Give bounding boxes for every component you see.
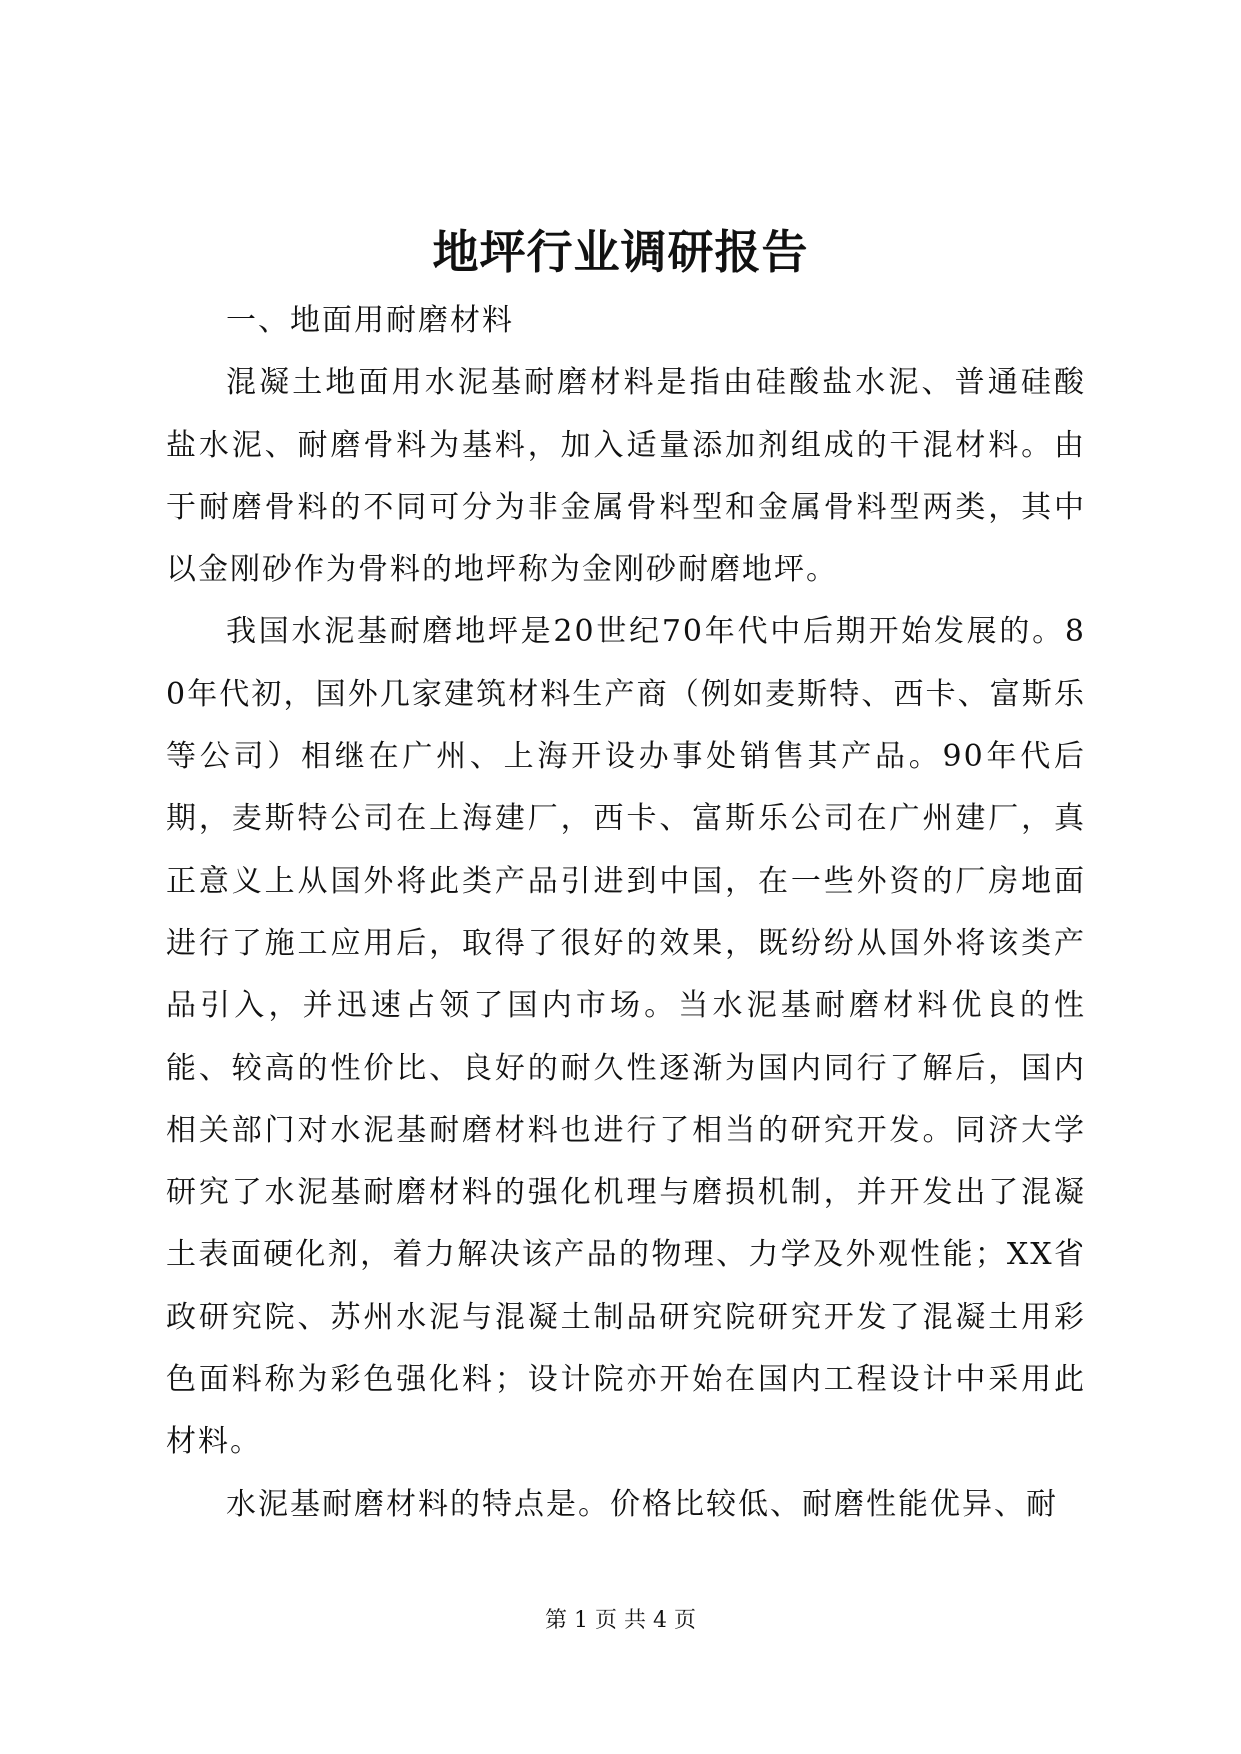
paragraph: 我国水泥基耐磨地坪是20世纪70年代中后期开始发展的。80年代初，国外几家建筑材料生产商（例如麦斯特、西卡、富斯乐等公司）相继在广州、上海开设办事处销售其产品。90年代后期，麦斯特公司在上海建厂，西卡、富斯乐公司在广州建厂，真正意义上从国外将此类产品引进到中国，在一些外资的厂房地面进行了施工应用后，取得了很好的效果，既纷纷从国外将该类产品引入，并迅速占领了国内市场。当水泥基耐磨材料优良的性能、较高的性价比、良好的耐久性逐渐为国内同行了解后，国内相关部门对水泥基耐磨材料也进行了相当的研究开发。同济大学研究了水泥基耐磨材料的强化机理与磨损机制，并开发出了混凝土表面硬化剂，着力解决该产品的物理、力学及外观性能；XX省政研究院、苏州水泥与混凝土制品研究院研究开发了混凝土用彩色面料称为彩色强化料；设计院亦开始在国内工程设计中采用此材料。 [166,614,1086,1460]
section-heading: 一、地面用耐磨材料 [226,303,514,338]
document-title: 地坪行业调研报告 [432,225,809,279]
document-body [166,290,1086,1536]
page-footer: 第 1 页 共 4 页 [545,1608,696,1633]
paragraph: 水泥基耐磨材料的特点是。价格比较低、耐磨性能优异、耐 [226,1486,1058,1522]
paragraph: 混凝土地面用水泥基耐磨材料是指由硅酸盐水泥、普通硅酸盐水泥、耐磨骨料为基料，加入适量添加剂组成的干混材料。由于耐磨骨料的不同可分为非金属骨料型和金属骨料型两类，其中以金刚砂作为骨料的地坪称为金刚砂耐磨地坪。 [166,365,1086,588]
